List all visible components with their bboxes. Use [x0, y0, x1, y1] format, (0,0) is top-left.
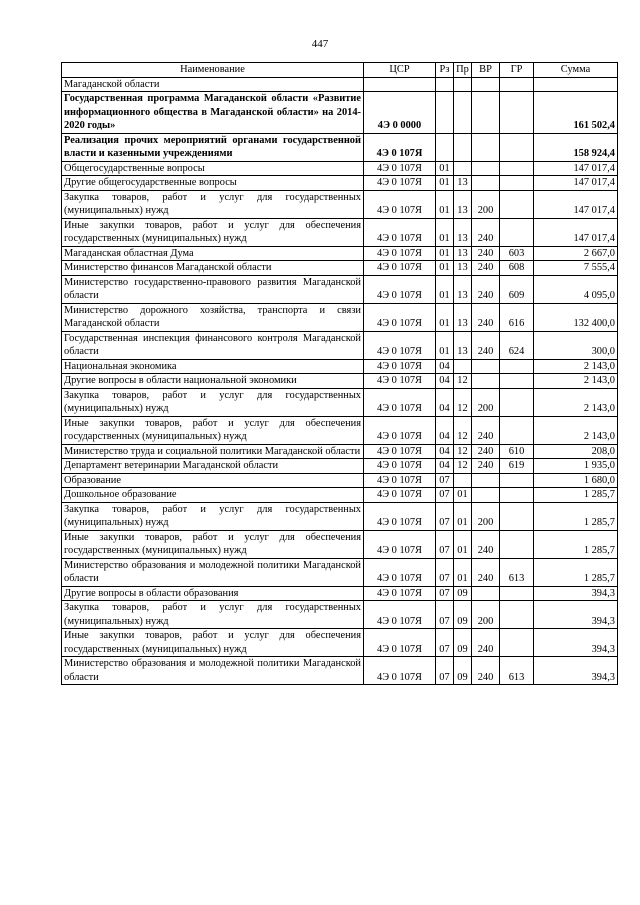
cell-gr [500, 601, 534, 629]
cell-name: Государственная инспекция финансового контроля Магаданской области [62, 331, 364, 359]
cell-csr: 4Э 0 107Я [364, 459, 436, 474]
budget-table [61, 62, 618, 685]
cell-vr: 240 [472, 444, 500, 459]
cell-csr: 4Э 0 107Я [364, 374, 436, 389]
cell-rz: 04 [436, 444, 454, 459]
cell-csr: 4Э 0 107Я [364, 502, 436, 530]
table-row [62, 558, 618, 586]
table-row [62, 92, 618, 134]
cell-gr [500, 133, 534, 161]
cell-pr: 12 [454, 459, 472, 474]
cell-sum: 2 143,0 [534, 374, 618, 389]
cell-pr: 13 [454, 331, 472, 359]
table-row [62, 473, 618, 488]
cell-sum: 132 400,0 [534, 303, 618, 331]
cell-pr: 09 [454, 657, 472, 685]
cell-vr [472, 586, 500, 601]
cell-gr [500, 374, 534, 389]
cell-rz: 07 [436, 657, 454, 685]
cell-name: Иные закупки товаров, работ и услуг для обеспечения государственных (муниципальных) нужд [62, 629, 364, 657]
table-row [62, 275, 618, 303]
cell-vr: 240 [472, 275, 500, 303]
cell-name: Иные закупки товаров, работ и услуг для обеспечения государственных (муниципальных) нужд [62, 416, 364, 444]
table-body [62, 77, 618, 685]
cell-rz: 01 [436, 331, 454, 359]
cell-vr: 200 [472, 601, 500, 629]
cell-sum: 4 095,0 [534, 275, 618, 303]
cell-pr [454, 92, 472, 134]
cell-sum: 394,3 [534, 657, 618, 685]
cell-csr: 4Э 0 107Я [364, 303, 436, 331]
cell-csr: 4Э 0 107Я [364, 601, 436, 629]
cell-csr: 4Э 0 107Я [364, 444, 436, 459]
cell-vr: 240 [472, 530, 500, 558]
cell-rz: 07 [436, 629, 454, 657]
cell-sum: 147 017,4 [534, 161, 618, 176]
cell-sum: 2 143,0 [534, 416, 618, 444]
cell-pr: 13 [454, 261, 472, 276]
cell-vr: 240 [472, 303, 500, 331]
table-row [62, 303, 618, 331]
cell-gr: 610 [500, 444, 534, 459]
cell-csr: 4Э 0 107Я [364, 629, 436, 657]
cell-vr: 240 [472, 416, 500, 444]
cell-pr: 12 [454, 374, 472, 389]
table-row [62, 176, 618, 191]
cell-sum: 1 285,7 [534, 502, 618, 530]
cell-pr: 13 [454, 303, 472, 331]
cell-sum: 394,3 [534, 586, 618, 601]
cell-rz [436, 92, 454, 134]
table-row [62, 190, 618, 218]
cell-pr: 09 [454, 586, 472, 601]
cell-vr: 240 [472, 331, 500, 359]
cell-name: Общегосударственные вопросы [62, 161, 364, 176]
table-row [62, 502, 618, 530]
cell-gr [500, 388, 534, 416]
table-row [62, 331, 618, 359]
cell-sum: 147 017,4 [534, 190, 618, 218]
cell-sum: 147 017,4 [534, 218, 618, 246]
cell-sum: 208,0 [534, 444, 618, 459]
cell-gr: 613 [500, 657, 534, 685]
cell-name: Другие общегосударственные вопросы [62, 176, 364, 191]
cell-name: Реализация прочих мероприятий органами государственной власти и казенными учреждениями [62, 133, 364, 161]
cell-sum: 394,3 [534, 601, 618, 629]
table-row [62, 261, 618, 276]
cell-sum: 147 017,4 [534, 176, 618, 191]
cell-csr: 4Э 0 107Я [364, 530, 436, 558]
cell-gr [500, 586, 534, 601]
cell-pr [454, 473, 472, 488]
cell-name: Дошкольное образование [62, 488, 364, 503]
cell-vr: 240 [472, 218, 500, 246]
table-row [62, 133, 618, 161]
cell-gr [500, 218, 534, 246]
cell-name: Министерство финансов Магаданской области [62, 261, 364, 276]
cell-vr [472, 359, 500, 374]
cell-pr: 13 [454, 275, 472, 303]
cell-pr [454, 133, 472, 161]
cell-rz: 01 [436, 218, 454, 246]
cell-gr: 608 [500, 261, 534, 276]
cell-name: Закупка товаров, работ и услуг для государственных (муниципальных) нужд [62, 388, 364, 416]
cell-pr [454, 359, 472, 374]
cell-sum: 2 143,0 [534, 388, 618, 416]
cell-vr [472, 488, 500, 503]
cell-gr [500, 190, 534, 218]
cell-gr [500, 161, 534, 176]
cell-gr: 619 [500, 459, 534, 474]
cell-name: Образование [62, 473, 364, 488]
cell-name: Магаданской области [62, 77, 364, 92]
cell-sum: 394,3 [534, 629, 618, 657]
table-row [62, 359, 618, 374]
cell-pr: 01 [454, 488, 472, 503]
cell-vr: 240 [472, 261, 500, 276]
cell-name: Министерство образования и молодежной политики Магаданской области [62, 558, 364, 586]
header-name: Наименование [62, 63, 364, 78]
cell-rz: 07 [436, 473, 454, 488]
cell-csr: 4Э 0 107Я [364, 388, 436, 416]
cell-gr: 603 [500, 246, 534, 261]
cell-vr [472, 133, 500, 161]
cell-pr: 13 [454, 246, 472, 261]
cell-csr: 4Э 0 107Я [364, 133, 436, 161]
cell-csr: 4Э 0 107Я [364, 331, 436, 359]
cell-gr [500, 488, 534, 503]
cell-rz: 07 [436, 530, 454, 558]
table-row [62, 77, 618, 92]
cell-csr: 4Э 0 107Я [364, 275, 436, 303]
cell-rz: 04 [436, 459, 454, 474]
table-row [62, 530, 618, 558]
cell-csr: 4Э 0 107Я [364, 488, 436, 503]
table-row [62, 374, 618, 389]
cell-gr [500, 176, 534, 191]
cell-gr [500, 473, 534, 488]
cell-pr: 12 [454, 444, 472, 459]
table-row [62, 459, 618, 474]
cell-sum: 161 502,4 [534, 92, 618, 134]
table-row [62, 601, 618, 629]
cell-csr: 4Э 0 107Я [364, 176, 436, 191]
cell-sum: 1 285,7 [534, 488, 618, 503]
cell-sum: 1 680,0 [534, 473, 618, 488]
header-vr: ВР [472, 63, 500, 78]
cell-gr: 613 [500, 558, 534, 586]
cell-name: Национальная экономика [62, 359, 364, 374]
cell-pr: 01 [454, 558, 472, 586]
cell-pr: 13 [454, 176, 472, 191]
cell-rz: 04 [436, 388, 454, 416]
cell-pr [454, 77, 472, 92]
cell-vr [472, 176, 500, 191]
cell-csr: 4Э 0 107Я [364, 558, 436, 586]
cell-name: Государственная программа Магаданской области «Развитие информационного общества в Магаданской области» на 2014-2020 годы» [62, 92, 364, 134]
cell-name: Закупка товаров, работ и услуг для государственных (муниципальных) нужд [62, 502, 364, 530]
cell-gr [500, 530, 534, 558]
cell-gr: 616 [500, 303, 534, 331]
table-row [62, 161, 618, 176]
cell-rz: 07 [436, 558, 454, 586]
header-sum: Сумма [534, 63, 618, 78]
cell-pr: 01 [454, 502, 472, 530]
cell-name: Министерство государственно-правового развития Магаданской области [62, 275, 364, 303]
cell-pr: 13 [454, 218, 472, 246]
cell-sum: 300,0 [534, 331, 618, 359]
cell-vr: 200 [472, 502, 500, 530]
cell-vr [472, 161, 500, 176]
cell-sum: 2 143,0 [534, 359, 618, 374]
cell-name: Министерство дорожного хозяйства, транспорта и связи Магаданской области [62, 303, 364, 331]
cell-vr: 240 [472, 246, 500, 261]
cell-vr: 240 [472, 629, 500, 657]
header-gr: ГР [500, 63, 534, 78]
table-row [62, 416, 618, 444]
cell-name: Другие вопросы в области национальной экономики [62, 374, 364, 389]
table-row [62, 388, 618, 416]
cell-vr: 240 [472, 459, 500, 474]
cell-pr [454, 161, 472, 176]
cell-name: Департамент ветеринарии Магаданской области [62, 459, 364, 474]
cell-csr: 4Э 0 107Я [364, 359, 436, 374]
cell-csr: 4Э 0 107Я [364, 246, 436, 261]
cell-rz: 07 [436, 601, 454, 629]
cell-rz: 01 [436, 190, 454, 218]
cell-sum: 158 924,4 [534, 133, 618, 161]
cell-vr [472, 374, 500, 389]
cell-pr: 09 [454, 629, 472, 657]
cell-gr: 609 [500, 275, 534, 303]
cell-gr: 624 [500, 331, 534, 359]
cell-gr [500, 416, 534, 444]
cell-pr: 01 [454, 530, 472, 558]
cell-csr: 4Э 0 107Я [364, 416, 436, 444]
cell-rz: 04 [436, 359, 454, 374]
cell-csr: 4Э 0 107Я [364, 161, 436, 176]
cell-vr: 240 [472, 657, 500, 685]
cell-gr [500, 77, 534, 92]
cell-rz: 04 [436, 416, 454, 444]
page-number: 447 [311, 38, 329, 50]
cell-vr: 200 [472, 388, 500, 416]
cell-name: Иные закупки товаров, работ и услуг для обеспечения государственных (муниципальных) нужд [62, 218, 364, 246]
cell-rz: 01 [436, 261, 454, 276]
cell-gr [500, 92, 534, 134]
table-row [62, 218, 618, 246]
header-csr: ЦСР [364, 63, 436, 78]
cell-vr [472, 77, 500, 92]
cell-rz [436, 133, 454, 161]
table-row [62, 586, 618, 601]
cell-name: Министерство труда и социальной политики Магаданской области [62, 444, 364, 459]
header-pr: Пр [454, 63, 472, 78]
cell-name: Закупка товаров, работ и услуг для государственных (муниципальных) нужд [62, 601, 364, 629]
cell-rz: 07 [436, 502, 454, 530]
table-row [62, 444, 618, 459]
cell-csr: 4Э 0 107Я [364, 190, 436, 218]
cell-rz: 04 [436, 374, 454, 389]
cell-name: Другие вопросы в области образования [62, 586, 364, 601]
cell-sum: 2 667,0 [534, 246, 618, 261]
cell-pr: 12 [454, 416, 472, 444]
cell-rz [436, 77, 454, 92]
cell-rz: 01 [436, 161, 454, 176]
cell-sum: 1 285,7 [534, 530, 618, 558]
cell-name: Закупка товаров, работ и услуг для государственных (муниципальных) нужд [62, 190, 364, 218]
cell-sum: 1 935,0 [534, 459, 618, 474]
cell-sum: 1 285,7 [534, 558, 618, 586]
cell-csr [364, 77, 436, 92]
cell-csr: 4Э 0 107Я [364, 261, 436, 276]
table-row [62, 657, 618, 685]
table-row [62, 488, 618, 503]
cell-rz: 07 [436, 488, 454, 503]
table-header-row [62, 63, 618, 78]
cell-csr: 4Э 0 107Я [364, 473, 436, 488]
cell-sum [534, 77, 618, 92]
table-row [62, 629, 618, 657]
cell-vr [472, 92, 500, 134]
header-rz: Рз [436, 63, 454, 78]
cell-name: Магаданская областная Дума [62, 246, 364, 261]
cell-rz: 01 [436, 246, 454, 261]
cell-rz: 07 [436, 586, 454, 601]
cell-pr: 09 [454, 601, 472, 629]
cell-gr [500, 629, 534, 657]
cell-vr [472, 473, 500, 488]
cell-rz: 01 [436, 176, 454, 191]
cell-gr [500, 359, 534, 374]
cell-pr: 13 [454, 190, 472, 218]
cell-name: Министерство образования и молодежной политики Магаданской области [62, 657, 364, 685]
cell-pr: 12 [454, 388, 472, 416]
cell-vr: 200 [472, 190, 500, 218]
cell-csr: 4Э 0 107Я [364, 657, 436, 685]
cell-rz: 01 [436, 275, 454, 303]
cell-sum: 7 555,4 [534, 261, 618, 276]
cell-gr [500, 502, 534, 530]
cell-vr: 240 [472, 558, 500, 586]
cell-csr: 4Э 0 0000 [364, 92, 436, 134]
table-row [62, 246, 618, 261]
cell-rz: 01 [436, 303, 454, 331]
cell-csr: 4Э 0 107Я [364, 586, 436, 601]
cell-name: Иные закупки товаров, работ и услуг для обеспечения государственных (муниципальных) нужд [62, 530, 364, 558]
cell-csr: 4Э 0 107Я [364, 218, 436, 246]
